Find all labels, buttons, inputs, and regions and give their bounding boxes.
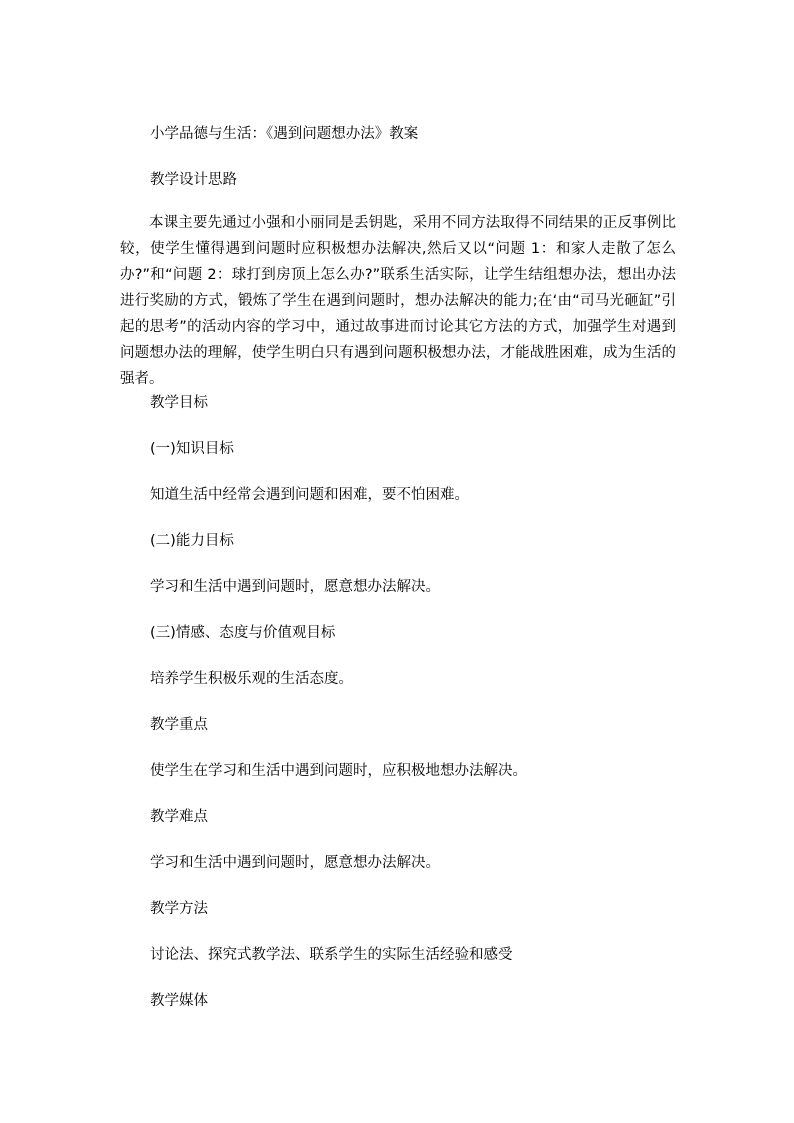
goals-heading: 教学目标: [150, 395, 208, 411]
difficulty-heading: 教学难点: [150, 809, 208, 825]
media-heading: 教学媒体: [150, 993, 208, 1009]
goal2-heading: (二)能力目标: [150, 533, 234, 549]
method-heading: 教学方法: [150, 901, 208, 917]
method-text: 讨论法、探究式教学法、联系学生的实际生活经验和感受: [150, 947, 513, 963]
goal3-heading: (三)情感、态度与价值观目标: [150, 625, 336, 641]
goal1-text: 知道生活中经常会遇到问题和困难，要不怕困难。: [150, 487, 469, 503]
goal2-text: 学习和生活中遇到问题时，愿意想办法解决。: [150, 579, 440, 595]
document-title: 小学品德与生活：《遇到问题想办法》教案: [150, 126, 419, 142]
key-text: 使学生在学习和生活中遇到问题时，应积极地想办法解决。: [150, 763, 527, 779]
difficulty-text: 学习和生活中遇到问题时，愿意想办法解决。: [150, 855, 440, 871]
goal1-heading: (一)知识目标: [150, 441, 234, 457]
goal3-text: 培养学生积极乐观的生活态度。: [150, 671, 353, 687]
design-heading: 教学设计思路: [150, 172, 237, 188]
key-heading: 教学重点: [150, 717, 208, 733]
design-paragraph: 本课主要先通过小强和小丽同是丢钥匙，采用不同方法取得不同结果的正反事例比较，使学生懂得遇到问题时应积极想办法解决,然后又以“问题 1：和家人走散了怎么办?”和“问题 2：球打到房顶上怎么办?”联系生活实际，让学生结组想办法，想出办法进行奖励的方式，锻炼了学生在遇到问题时，想办法解决的能力;在‘由“司马光砸缸”引起的思考”的活动内容的学习中，通过故事进而讨论其它方法的方式，加强学生对遇到问题想办法的理解，使学生明白只有遇到问题积极想办法，才能战胜困难，成为生活的强者。: [120, 215, 676, 387]
